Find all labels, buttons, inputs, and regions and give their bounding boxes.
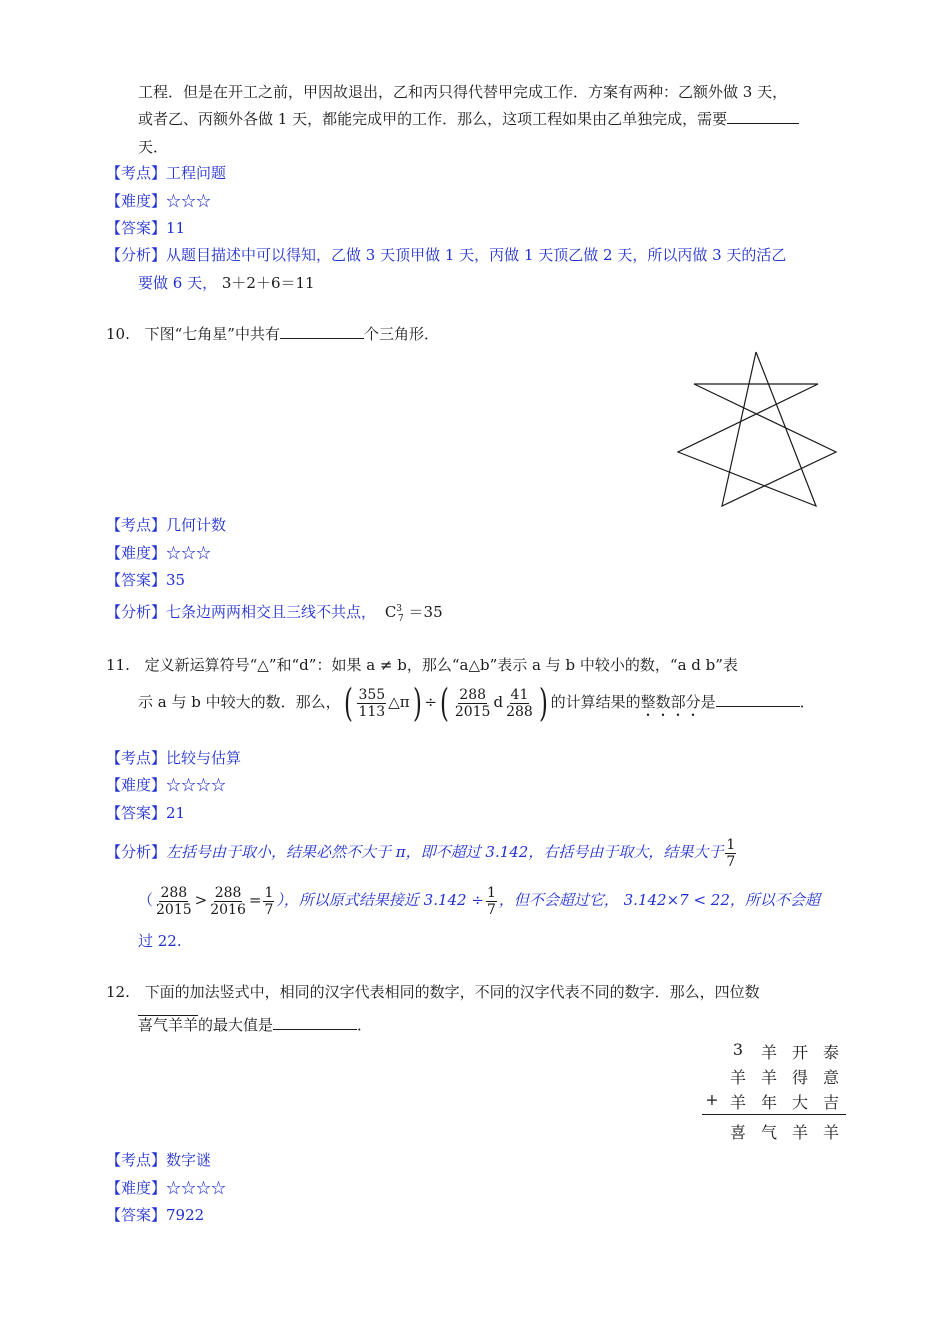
q11-fenxi-line1 bbox=[106, 832, 738, 872]
q10-question bbox=[106, 324, 439, 344]
digit-cell: 大 bbox=[791, 1093, 808, 1112]
q11-line2-b: 的计算结果的 bbox=[550, 693, 641, 711]
q9-fenxi-tag: 【分析】 bbox=[106, 246, 167, 264]
q9-daan bbox=[106, 218, 185, 238]
digit-cell: 年 bbox=[760, 1093, 777, 1112]
q11-nandu bbox=[106, 775, 226, 795]
frac-den: 2015 bbox=[454, 703, 491, 720]
combination-symbol: C bbox=[384, 603, 397, 621]
combination-sup: 3 bbox=[396, 604, 403, 614]
q9-text-line1: 工程．但是在开工之前，甲因故退出，乙和丙只得代替甲完成工作．方案有两种：乙额外做 3 天， bbox=[138, 83, 788, 101]
q11-number: 11. bbox=[106, 656, 130, 674]
op-triangle-pi: △π bbox=[388, 693, 410, 711]
q11-fenxi-text1: 左括号由于取小，结果必然不大于 π，即不超过 3.142，右括号由于取大，结果大于 bbox=[166, 843, 724, 861]
fraction-1-7 bbox=[486, 885, 497, 918]
q10-nandu-tag: 【难度】 bbox=[106, 544, 167, 562]
combination-result: ＝35 bbox=[408, 603, 443, 621]
q11-line2-a: 示 a 与 b 中较大的数．那么， bbox=[138, 693, 341, 711]
q9-nandu-stars: ☆☆☆ bbox=[166, 192, 212, 210]
frac-num: 1 bbox=[264, 884, 274, 901]
q12-kaodian-value: 数字谜 bbox=[166, 1151, 212, 1169]
q10-daan-tag: 【答案】 bbox=[106, 571, 167, 589]
q10-fenxi-text: 七条边两两相交且三线不共点， bbox=[166, 603, 377, 621]
q10-kaodian bbox=[106, 515, 226, 535]
q11-line2-c: 是 bbox=[700, 693, 716, 711]
plus-sign: + bbox=[705, 1090, 719, 1109]
addition-row-3 bbox=[700, 1090, 850, 1112]
fraction-41-288 bbox=[505, 687, 534, 720]
q11-kaodian bbox=[106, 748, 241, 768]
digit-cell: 气 bbox=[760, 1123, 777, 1142]
q11-fenxi-tag: 【分析】 bbox=[106, 843, 167, 861]
q9-kaodian-value: 工程问题 bbox=[166, 164, 227, 182]
digit-cell: 吉 bbox=[822, 1093, 839, 1112]
digit-cell: 羊 bbox=[760, 1068, 777, 1087]
q9-fenxi-text2: 要做 6 天， bbox=[138, 274, 218, 292]
q9-daan-tag: 【答案】 bbox=[106, 219, 167, 237]
frac-num: 1 bbox=[726, 836, 736, 853]
q11-kaodian-value: 比较与估算 bbox=[166, 749, 242, 767]
q11-line1-text: 定义新运算符号“△”和“d”：如果 a ≠ b，那么“a△b”表示 a 与 b 中较小的数，“a d b”表 bbox=[144, 656, 738, 674]
q10-fenxi-tag: 【分析】 bbox=[106, 603, 167, 621]
frac-den: 7 bbox=[726, 853, 736, 870]
gt-sign: > bbox=[194, 891, 208, 909]
q12-line2-b: 的最大值是 bbox=[198, 1016, 274, 1034]
left-paren-1: ( bbox=[343, 681, 353, 725]
frac-num: 41 bbox=[510, 686, 529, 703]
q11-fenxi-line2 bbox=[138, 880, 820, 920]
q12-daan-value: 7922 bbox=[166, 1206, 205, 1224]
q9-text-line2-content: 或者乙、丙额外各做 1 天，都能完成甲的工作．那么，这项工程如果由乙单独完成，需要 bbox=[138, 110, 728, 128]
q11-answer-blank[interactable] bbox=[716, 692, 800, 707]
q10-answer-blank[interactable] bbox=[280, 324, 364, 339]
digit-cell: 开 bbox=[791, 1043, 808, 1062]
q11-nandu-stars: ☆☆☆☆ bbox=[166, 776, 227, 794]
q11-fenxi-open: （ bbox=[138, 891, 154, 909]
q11-daan-value: 21 bbox=[166, 804, 186, 822]
q10-nandu-stars: ☆☆☆ bbox=[166, 544, 212, 562]
q9-nandu bbox=[106, 191, 211, 211]
fraction-288-2016 bbox=[209, 885, 247, 918]
combination-sub: 7 bbox=[398, 614, 404, 624]
fraction-355-113 bbox=[357, 687, 386, 720]
q12-line2 bbox=[138, 1015, 372, 1035]
q10-fenxi bbox=[106, 599, 443, 629]
frac-den: 7 bbox=[264, 901, 274, 918]
q11-daan-tag: 【答案】 bbox=[106, 804, 167, 822]
q11-fenxi-line3: 过 22. bbox=[138, 932, 182, 950]
q11-line2-end: ． bbox=[799, 693, 815, 711]
q9-daan-value: 11 bbox=[166, 219, 186, 237]
q10-text-a: 下图“七角星”中共有 bbox=[144, 325, 280, 343]
q11-kaodian-tag: 【考点】 bbox=[106, 749, 167, 767]
digit-cell: 泰 bbox=[822, 1043, 839, 1062]
right-paren-1: ) bbox=[412, 681, 422, 725]
div-sign: ÷ bbox=[424, 693, 437, 711]
digit-cell: 意 bbox=[822, 1068, 839, 1087]
star-edges bbox=[678, 352, 836, 506]
q11-fenxi-mid: ），所以原式结果接近 3.142 ÷ bbox=[276, 891, 484, 909]
q12-kaodian bbox=[106, 1150, 211, 1170]
digit-cell: 喜 bbox=[729, 1123, 746, 1142]
q12-number-overline: 喜气羊羊 bbox=[138, 1016, 199, 1034]
q11-nandu-tag: 【难度】 bbox=[106, 776, 167, 794]
q10-nandu bbox=[106, 543, 211, 563]
frac-den: 113 bbox=[358, 703, 386, 720]
op-d: d bbox=[493, 693, 504, 711]
q9-answer-blank[interactable] bbox=[727, 109, 799, 124]
q9-text-line2 bbox=[138, 109, 799, 129]
q12-line1-text: 下面的加法竖式中，相同的汉字代表相同的数字，不同的汉字代表不同的数字．那么，四位数 bbox=[144, 983, 760, 1001]
q10-kaodian-value: 几何计数 bbox=[166, 516, 227, 534]
frac-num: 288 bbox=[160, 884, 188, 901]
vertical-addition bbox=[700, 1040, 850, 1150]
digit-cell: 羊 bbox=[760, 1043, 777, 1062]
right-paren-2: ) bbox=[538, 681, 548, 725]
q9-fenxi-line2 bbox=[138, 273, 315, 293]
q10-daan bbox=[106, 570, 185, 590]
q12-nandu-stars: ☆☆☆☆ bbox=[166, 1179, 227, 1197]
q12-daan bbox=[106, 1205, 204, 1225]
frac-den: 2015 bbox=[156, 901, 192, 918]
frac-den: 288 bbox=[506, 703, 533, 720]
addition-row-1 bbox=[700, 1040, 850, 1062]
q12-line1 bbox=[106, 982, 760, 1002]
digit-cell: 得 bbox=[791, 1068, 808, 1087]
fraction-288-2015 bbox=[454, 687, 492, 720]
frac-num: 355 bbox=[358, 686, 386, 703]
seven-pointed-star-figure bbox=[670, 346, 842, 512]
q11-daan bbox=[106, 803, 185, 823]
frac-num: 288 bbox=[214, 884, 242, 901]
digit-cell: 羊 bbox=[729, 1093, 746, 1112]
q11-line1 bbox=[106, 655, 738, 675]
q9-kaodian-tag: 【考点】 bbox=[106, 164, 167, 182]
q12-number: 12. bbox=[106, 983, 130, 1001]
q12-nandu bbox=[106, 1178, 226, 1198]
frac-num: 288 bbox=[459, 686, 487, 703]
sum-divider-line bbox=[702, 1114, 846, 1115]
digit-cell: 3 bbox=[732, 1040, 744, 1059]
q11-fenxi-tail: ，但不会超过它， 3.142×7 < 22，所以不会超 bbox=[498, 891, 820, 909]
digit-cell: 羊 bbox=[729, 1068, 746, 1087]
q11-line2 bbox=[138, 682, 815, 726]
digit-cell: 羊 bbox=[822, 1123, 839, 1142]
fraction-288-2015 bbox=[155, 885, 193, 918]
q12-line2-end: ． bbox=[357, 1016, 373, 1034]
frac-den: 2016 bbox=[210, 901, 246, 918]
addition-result-row bbox=[700, 1120, 850, 1142]
q9-kaodian bbox=[106, 163, 226, 183]
frac-den: 7 bbox=[486, 901, 496, 918]
eq-sign: = bbox=[248, 891, 262, 909]
frac-num: 1 bbox=[486, 884, 496, 901]
q10-fenxi-formula bbox=[384, 603, 443, 624]
q12-kaodian-tag: 【考点】 bbox=[106, 1151, 167, 1169]
fraction-1-7 bbox=[263, 885, 274, 918]
q10-kaodian-tag: 【考点】 bbox=[106, 516, 167, 534]
q12-answer-blank[interactable] bbox=[273, 1015, 357, 1030]
q12-daan-tag: 【答案】 bbox=[106, 1206, 167, 1224]
q9-fenxi-expr: 3＋2＋6＝11 bbox=[221, 274, 315, 292]
q10-daan-value: 35 bbox=[166, 571, 186, 589]
q10-number: 10. bbox=[106, 325, 130, 343]
q9-text-line3: 天． bbox=[138, 138, 169, 156]
q12-nandu-tag: 【难度】 bbox=[106, 1179, 167, 1197]
digit-cell: 羊 bbox=[791, 1123, 808, 1142]
q9-nandu-tag: 【难度】 bbox=[106, 192, 167, 210]
q9-fenxi-line1 bbox=[106, 245, 786, 265]
left-paren-2: ( bbox=[439, 681, 449, 725]
q9-fenxi-text1: 从题目描述中可以得知，乙做 3 天顶甲做 1 天，丙做 1 天顶乙做 2 天，所以丙做 3 天的活乙 bbox=[166, 246, 787, 264]
fraction-1-7 bbox=[725, 837, 736, 870]
q10-text-b: 个三角形． bbox=[363, 325, 439, 343]
q11-emphasis: 整数部分 bbox=[640, 693, 701, 711]
addition-row-2 bbox=[700, 1065, 850, 1087]
